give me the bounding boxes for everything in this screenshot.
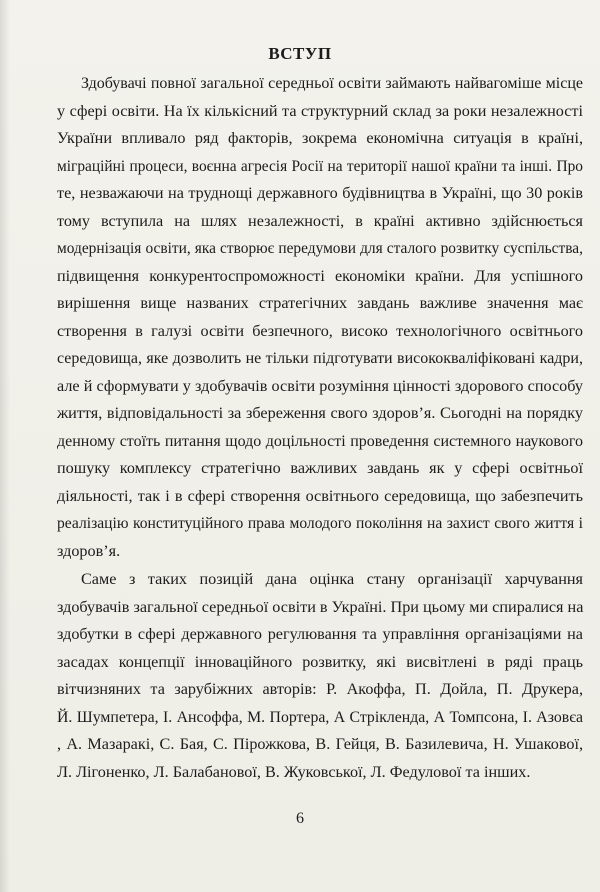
- text-line: України впливало ряд факторів, зокрема економічна ситуація в країні,: [57, 129, 583, 147]
- paragraph-1: [57, 70, 583, 565]
- text-line: вітчизняних та зарубіжних авторів: Р. Акоффа, П. Дойла, П. Друкера,: [57, 680, 583, 698]
- text-line: засадах концепції інноваційного розвитку, які висвітлені в ряді праць: [57, 652, 583, 671]
- text-line: те, незважаючи на труднощі державного будівництва в Україні, що 30 років: [57, 184, 583, 202]
- text-line: підвищення конкурентоспроможності економіки країни. Для успішного: [57, 266, 583, 285]
- page-edge-shadow: [0, 0, 10, 892]
- text-line: середовища, яке дозволить не тільки підготувати висококваліфіковані кадри,: [57, 350, 583, 367]
- text-line: Й. Шумпетера, І. Ансоффа, М. Портера, А Стрікленда, А Томпсона, І. Азовєа: [57, 708, 583, 726]
- text-line: Здобувачі повної загальної середньої освіти займають найвагоміше місце: [81, 75, 583, 92]
- text-line: створення в галузі освіти безпечного, високо технологічного освітнього: [57, 321, 583, 340]
- text-line: але й сформувати у здобувачів освіти розуміння цінності здорового способу: [57, 376, 583, 395]
- text-line: реалізацію конституційного права молодого покоління на захист свого життя і: [57, 515, 583, 532]
- text-line: денному стоїть питання щодо доцільності проведення системного наукового: [57, 432, 583, 450]
- text-line: Л. Лігоненко, Л. Балабанової, В. Жуковської, Л. Федулової та інших.: [57, 762, 531, 781]
- text-line: модернізація освіти, яка створює передумови для сталого розвитку суспільства,: [57, 240, 583, 257]
- text-line: життя, відповідальності за збереження свого здоров’я. Сьогодні на порядку: [57, 404, 583, 422]
- paragraph-2: [57, 566, 583, 786]
- page-number: 6: [296, 810, 304, 827]
- text-line: , А. Мазаракі, С. Бая, С. Пірожкова, В. Гейця, В. Базилевича, Н. Ушакової,: [57, 735, 583, 753]
- text-line: міграційні процеси, воєнна агресія Росії на території нашої країни та інші. Про: [57, 157, 583, 175]
- page-title: ВСТУП: [268, 44, 332, 63]
- text-line: здоров’я.: [57, 541, 121, 560]
- text-line: тому вступила на шлях незалежності, в країні активно здійснюється: [57, 211, 583, 230]
- text-line: здобутки в сфері державного регулювання та управління організаціями на: [57, 625, 583, 643]
- text-line: у сфері освіти. На їх кількісний та структурний склад за роки незалежності: [57, 101, 583, 120]
- text-line: Саме з таких позицій дана оцінка стану організації харчування: [81, 570, 583, 588]
- text-line: вирішення вище названих стратегічних завдань важливе значення має: [57, 294, 583, 312]
- text-line: діяльності, так і в сфері створення освітнього середовища, що забезпечить: [57, 486, 583, 505]
- text-line: пошуку комплексу стратегічно важливих завдань як у сфері освітньої: [57, 459, 583, 477]
- text-line: здобувачів загальної середньої освіти в Україні. При цьому ми спиралися на: [57, 597, 584, 616]
